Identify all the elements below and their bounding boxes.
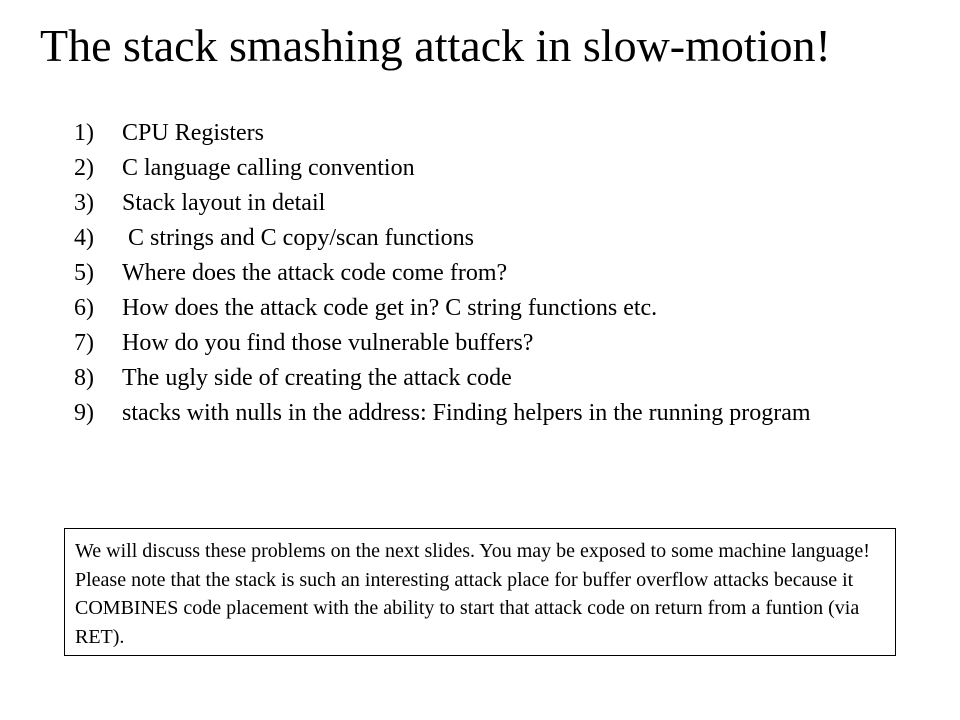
list-item <box>74 256 834 291</box>
item-number: 4) <box>74 225 94 251</box>
item-text: How does the attack code get in? C string functions etc. <box>122 295 658 321</box>
list-item <box>74 396 834 431</box>
item-text: C strings and C copy/scan functions <box>122 225 474 251</box>
item-text: The ugly side of creating the attack code <box>122 365 512 391</box>
item-number: 8) <box>74 365 94 391</box>
list-item <box>74 151 834 186</box>
item-text: stacks with nulls in the address: Finding helpers in the running program <box>122 400 811 426</box>
item-number: 1) <box>74 120 94 146</box>
note-box: We will discuss these problems on the next slides. You may be exposed to some machine language! Please note that the stack is such an interesting attack place for buffer overflow attacks because it COMBINES code placement with the ability to start that attack code on return from a funtion (via RET). <box>64 528 896 656</box>
item-number: 5) <box>74 260 94 286</box>
item-text: CPU Registers <box>122 120 265 146</box>
item-number: 2) <box>74 155 94 181</box>
item-text: How do you find those vulnerable buffers? <box>122 330 534 356</box>
list-item <box>74 361 834 396</box>
list-item <box>74 116 834 151</box>
slide-title: The stack smashing attack in slow-motion! <box>40 20 831 71</box>
item-text: C language calling convention <box>122 155 415 181</box>
item-number: 3) <box>74 190 94 216</box>
list-item <box>74 221 834 256</box>
item-text: Where does the attack code come from? <box>122 260 508 286</box>
item-text: Stack layout in detail <box>122 190 326 216</box>
item-number: 7) <box>74 330 94 356</box>
list-item <box>74 186 834 221</box>
list-item <box>74 291 834 326</box>
item-number: 9) <box>74 400 94 426</box>
topic-list <box>74 116 834 431</box>
item-number: 6) <box>74 295 94 321</box>
list-item <box>74 326 834 361</box>
